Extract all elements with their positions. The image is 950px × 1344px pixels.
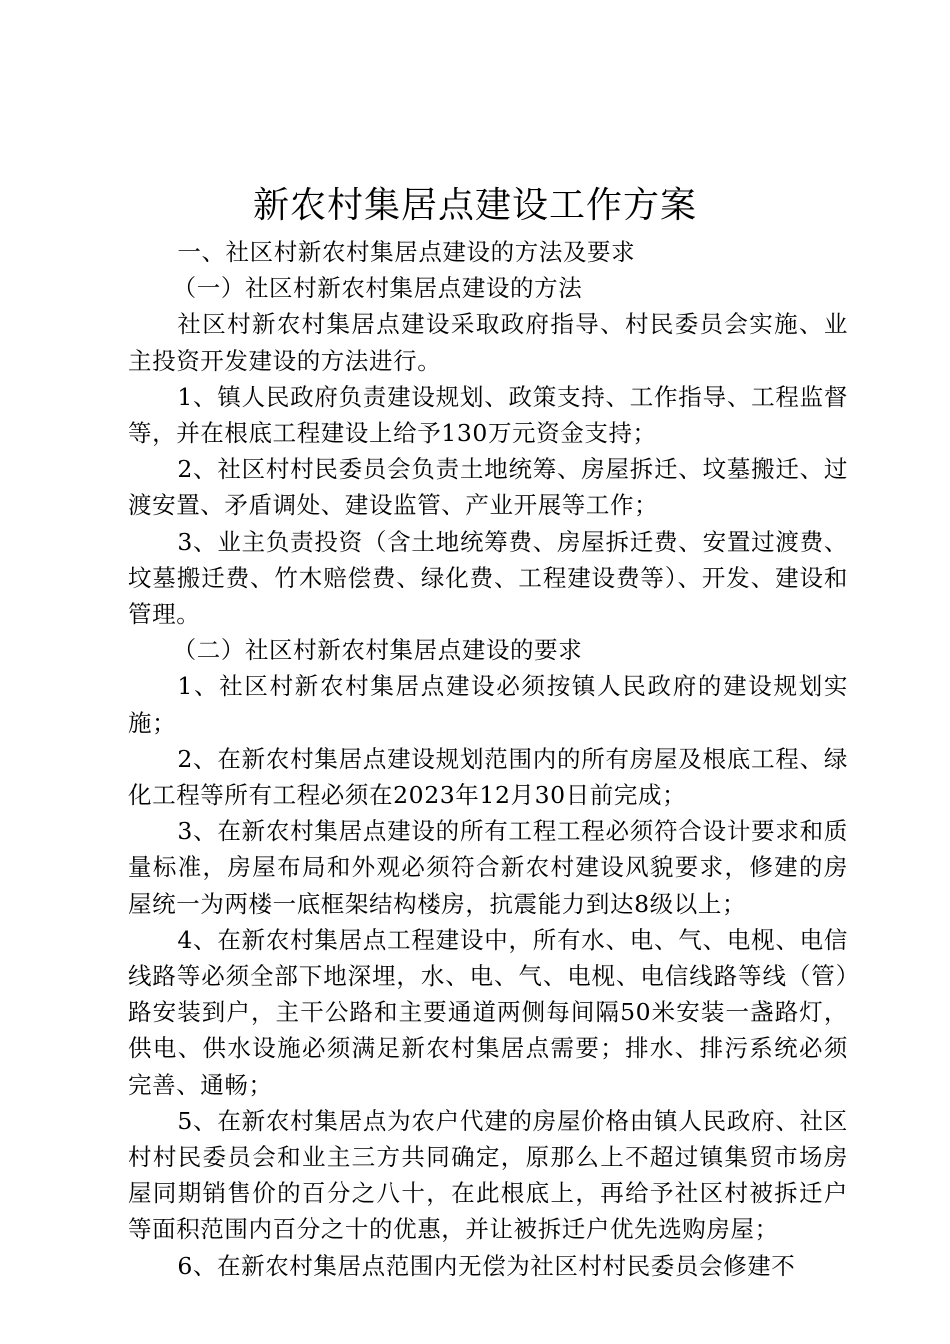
paragraph: 2、社区村村民委员会负责土地统筹、房屋拆迁、坟墓搬迁、过渡安置、矛盾调处、建设监管、产业开展等工作； xyxy=(128,455,848,520)
section-heading: 一、社区村新农村集居点建设的方法及要求 xyxy=(177,238,636,266)
paragraph: 2、在新农村集居点建设规划范围内的所有房屋及根底工程、绿化工程等所有工程必须在2023年12月30日前完成； xyxy=(128,744,848,810)
document-body xyxy=(128,234,848,1284)
subsection-heading: （一）社区村新农村集居点建设的方法 xyxy=(172,274,583,303)
document-title: 新农村集居点建设工作方案 xyxy=(252,185,697,226)
paragraph: 5、在新农村集居点为农户代建的房屋价格由镇人民政府、社区村村民委员会和业主三方共同确定，原那么上不超过镇集贸市场房屋同期销售价的百分之八十，在此根底上，再给予社区村被拆迁户等面积范围内百分之十的优惠，并让被拆迁户优先选购房屋； xyxy=(128,1106,848,1244)
paragraph: 1、社区村新农村集居点建设必须按镇人民政府的建设规划实施； xyxy=(128,672,848,737)
paragraph: 1、镇人民政府负责建设规划、政策支持、工作指导、工程监督等，并在根底工程建设上给予130万元资金支持； xyxy=(128,382,848,448)
paragraph: 6、在新农村集居点范围内无偿为社区村村民委员会修建不 xyxy=(177,1251,796,1280)
paragraph: 3、在新农村集居点建设的所有工程工程必须符合设计要求和质量标准，房屋布局和外观必须符合新农村建设风貌要求，修建的房屋统一为两楼一底框架结构楼房，抗震能力到达8级以上； xyxy=(128,817,848,918)
subsection-heading: （二）社区村新农村集居点建设的要求 xyxy=(172,636,583,665)
paragraph: 社区村新农村集居点建设采取政府指导、村民委员会实施、业主投资开发建设的方法进行。 xyxy=(128,310,848,375)
paragraph: 4、在新农村集居点工程建设中，所有水、电、气、电枧、电信线路等必须全部下地深埋，水、电、气、电枧、电信线路等线（管）路安装到户，主干公路和主要通道两侧每间隔50米安装一盏路灯，供电、供水设施必须满足新农村集居点需要；排水、排污系统必须完善、通畅； xyxy=(128,925,848,1099)
paragraph: 3、业主负责投资（含土地统筹费、房屋拆迁费、安置过渡费、坟墓搬迁费、竹木赔偿费、绿化费、工程建设费等）、开发、建设和管理。 xyxy=(128,527,848,629)
